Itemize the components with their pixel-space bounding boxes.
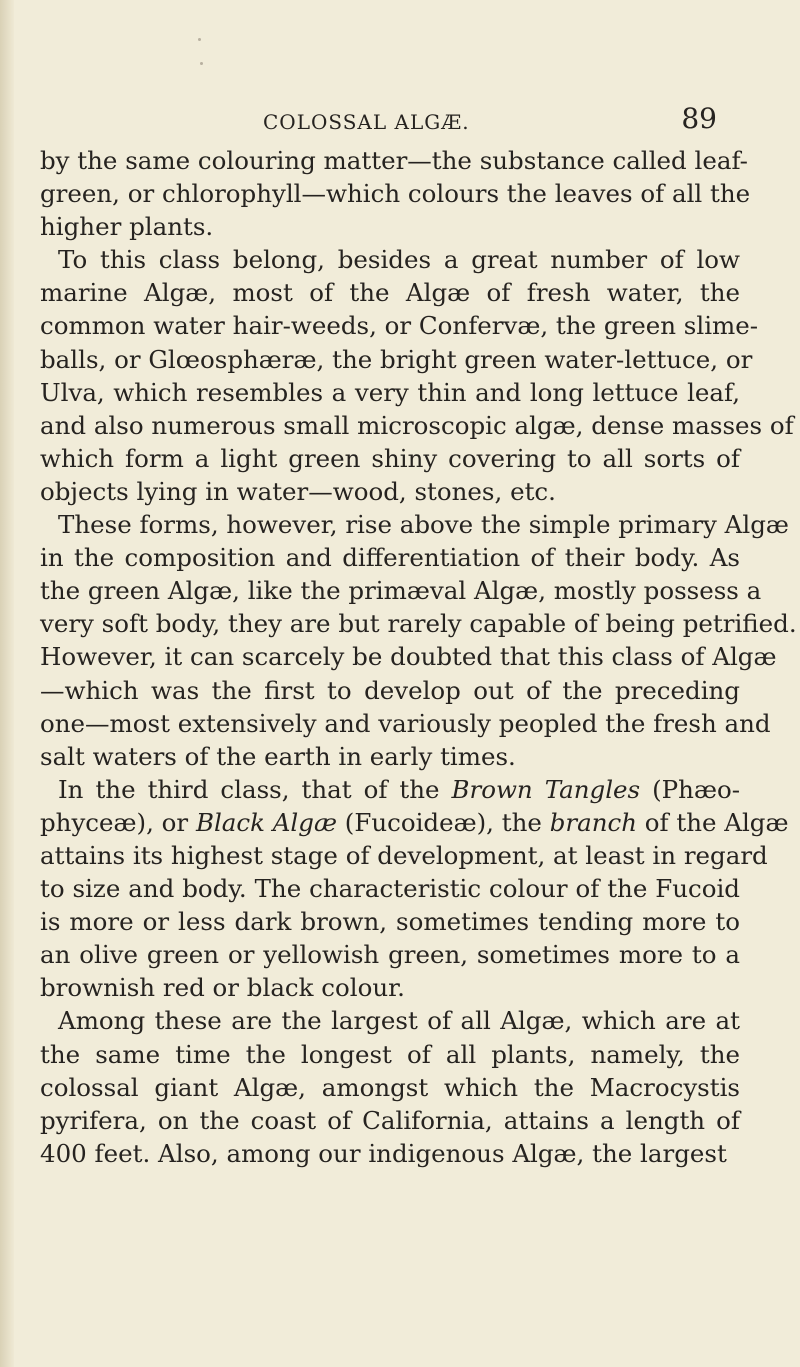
italic-term: branch xyxy=(549,807,637,837)
paragraph xyxy=(40,1004,740,1169)
text-line: and also numerous small microscopic algæ, dense masses of xyxy=(40,410,794,440)
text-line: marine Algæ, most of the Algæ of fresh water, the xyxy=(40,278,740,308)
page-number: 89 xyxy=(681,102,717,135)
text-line: to size and body. The characteristic colour of the Fucoid xyxy=(40,874,740,904)
text-line: Among these are the largest of all Algæ, which are at xyxy=(58,1006,740,1036)
running-head xyxy=(40,80,740,135)
text-line: —which was the first to develop out of the preceding xyxy=(40,675,740,705)
book-page xyxy=(40,80,797,1170)
text-line: However, it can scarcely be doubted that this class of Algæ xyxy=(40,642,777,672)
italic-term: Brown Tangles xyxy=(451,774,641,804)
text-line: by the same colouring matter—the substance called leaf- xyxy=(40,146,748,175)
text-line: green, or chlorophyll—which colours the leaves of all the xyxy=(40,179,751,209)
text-line: is more or less dark brown, sometimes tending more to xyxy=(40,907,740,937)
text-line: higher plants. xyxy=(40,212,214,242)
text-line: the green Algæ, like the primæval Algæ, mostly possess a xyxy=(40,576,762,606)
text-line: pyrifera, on the coast of California, attains a length of xyxy=(40,1105,740,1135)
running-head-title: COLOSSAL ALGÆ. xyxy=(263,110,470,134)
text-line: brownish red or black colour. xyxy=(40,973,405,1003)
text-line: 400 feet. Also, among our indigenous Algæ, the largest xyxy=(40,1138,727,1168)
text-line: phyceæ), or Black Algæ (Fucoideæ), the branch of the Algæ xyxy=(40,807,789,837)
page-spine-shadow xyxy=(0,0,14,1367)
text-line: Ulva, which resembles a very thin and long lettuce leaf, xyxy=(40,377,740,407)
paragraph xyxy=(40,144,751,243)
text-line: In the third class, that of the Brown Tangles (Phæo- xyxy=(58,774,740,804)
text-line: common water hair-weeds, or Confervæ, the green slime- xyxy=(40,311,759,341)
text-line: colossal giant Algæ, amongst which the Macrocystis xyxy=(40,1072,740,1102)
text-line: very soft body, they are but rarely capable of being petrified. xyxy=(40,609,797,639)
paragraph xyxy=(40,243,794,508)
print-speck xyxy=(200,62,203,65)
text-line: one—most extensively and variously peopled the fresh and xyxy=(40,708,771,738)
italic-term: Black Algæ xyxy=(195,807,337,837)
text-line: the same time the longest of all plants, namely, the xyxy=(40,1039,740,1069)
text-line: which form a light green shiny covering to all sorts of xyxy=(40,443,740,473)
print-speck xyxy=(198,38,201,41)
text-line: These forms, however, rise above the simple primary Algæ xyxy=(58,510,789,540)
text-line: To this class belong, besides a great number of low xyxy=(58,245,740,275)
text-line: an olive green or yellowish green, sometimes more to a xyxy=(40,940,740,970)
text-line: salt waters of the earth in early times. xyxy=(40,741,516,771)
text-line: objects lying in water—wood, stones, etc. xyxy=(40,476,556,506)
text-line: balls, or Glœosphæræ, the bright green water-lettuce, or xyxy=(40,344,753,374)
text-line: attains its highest stage of development, at least in regard xyxy=(40,840,768,870)
text-line: in the composition and differentiation of their body. As xyxy=(40,543,740,573)
body-text xyxy=(40,144,797,1170)
paragraph xyxy=(40,508,797,773)
paragraph xyxy=(40,773,789,1005)
